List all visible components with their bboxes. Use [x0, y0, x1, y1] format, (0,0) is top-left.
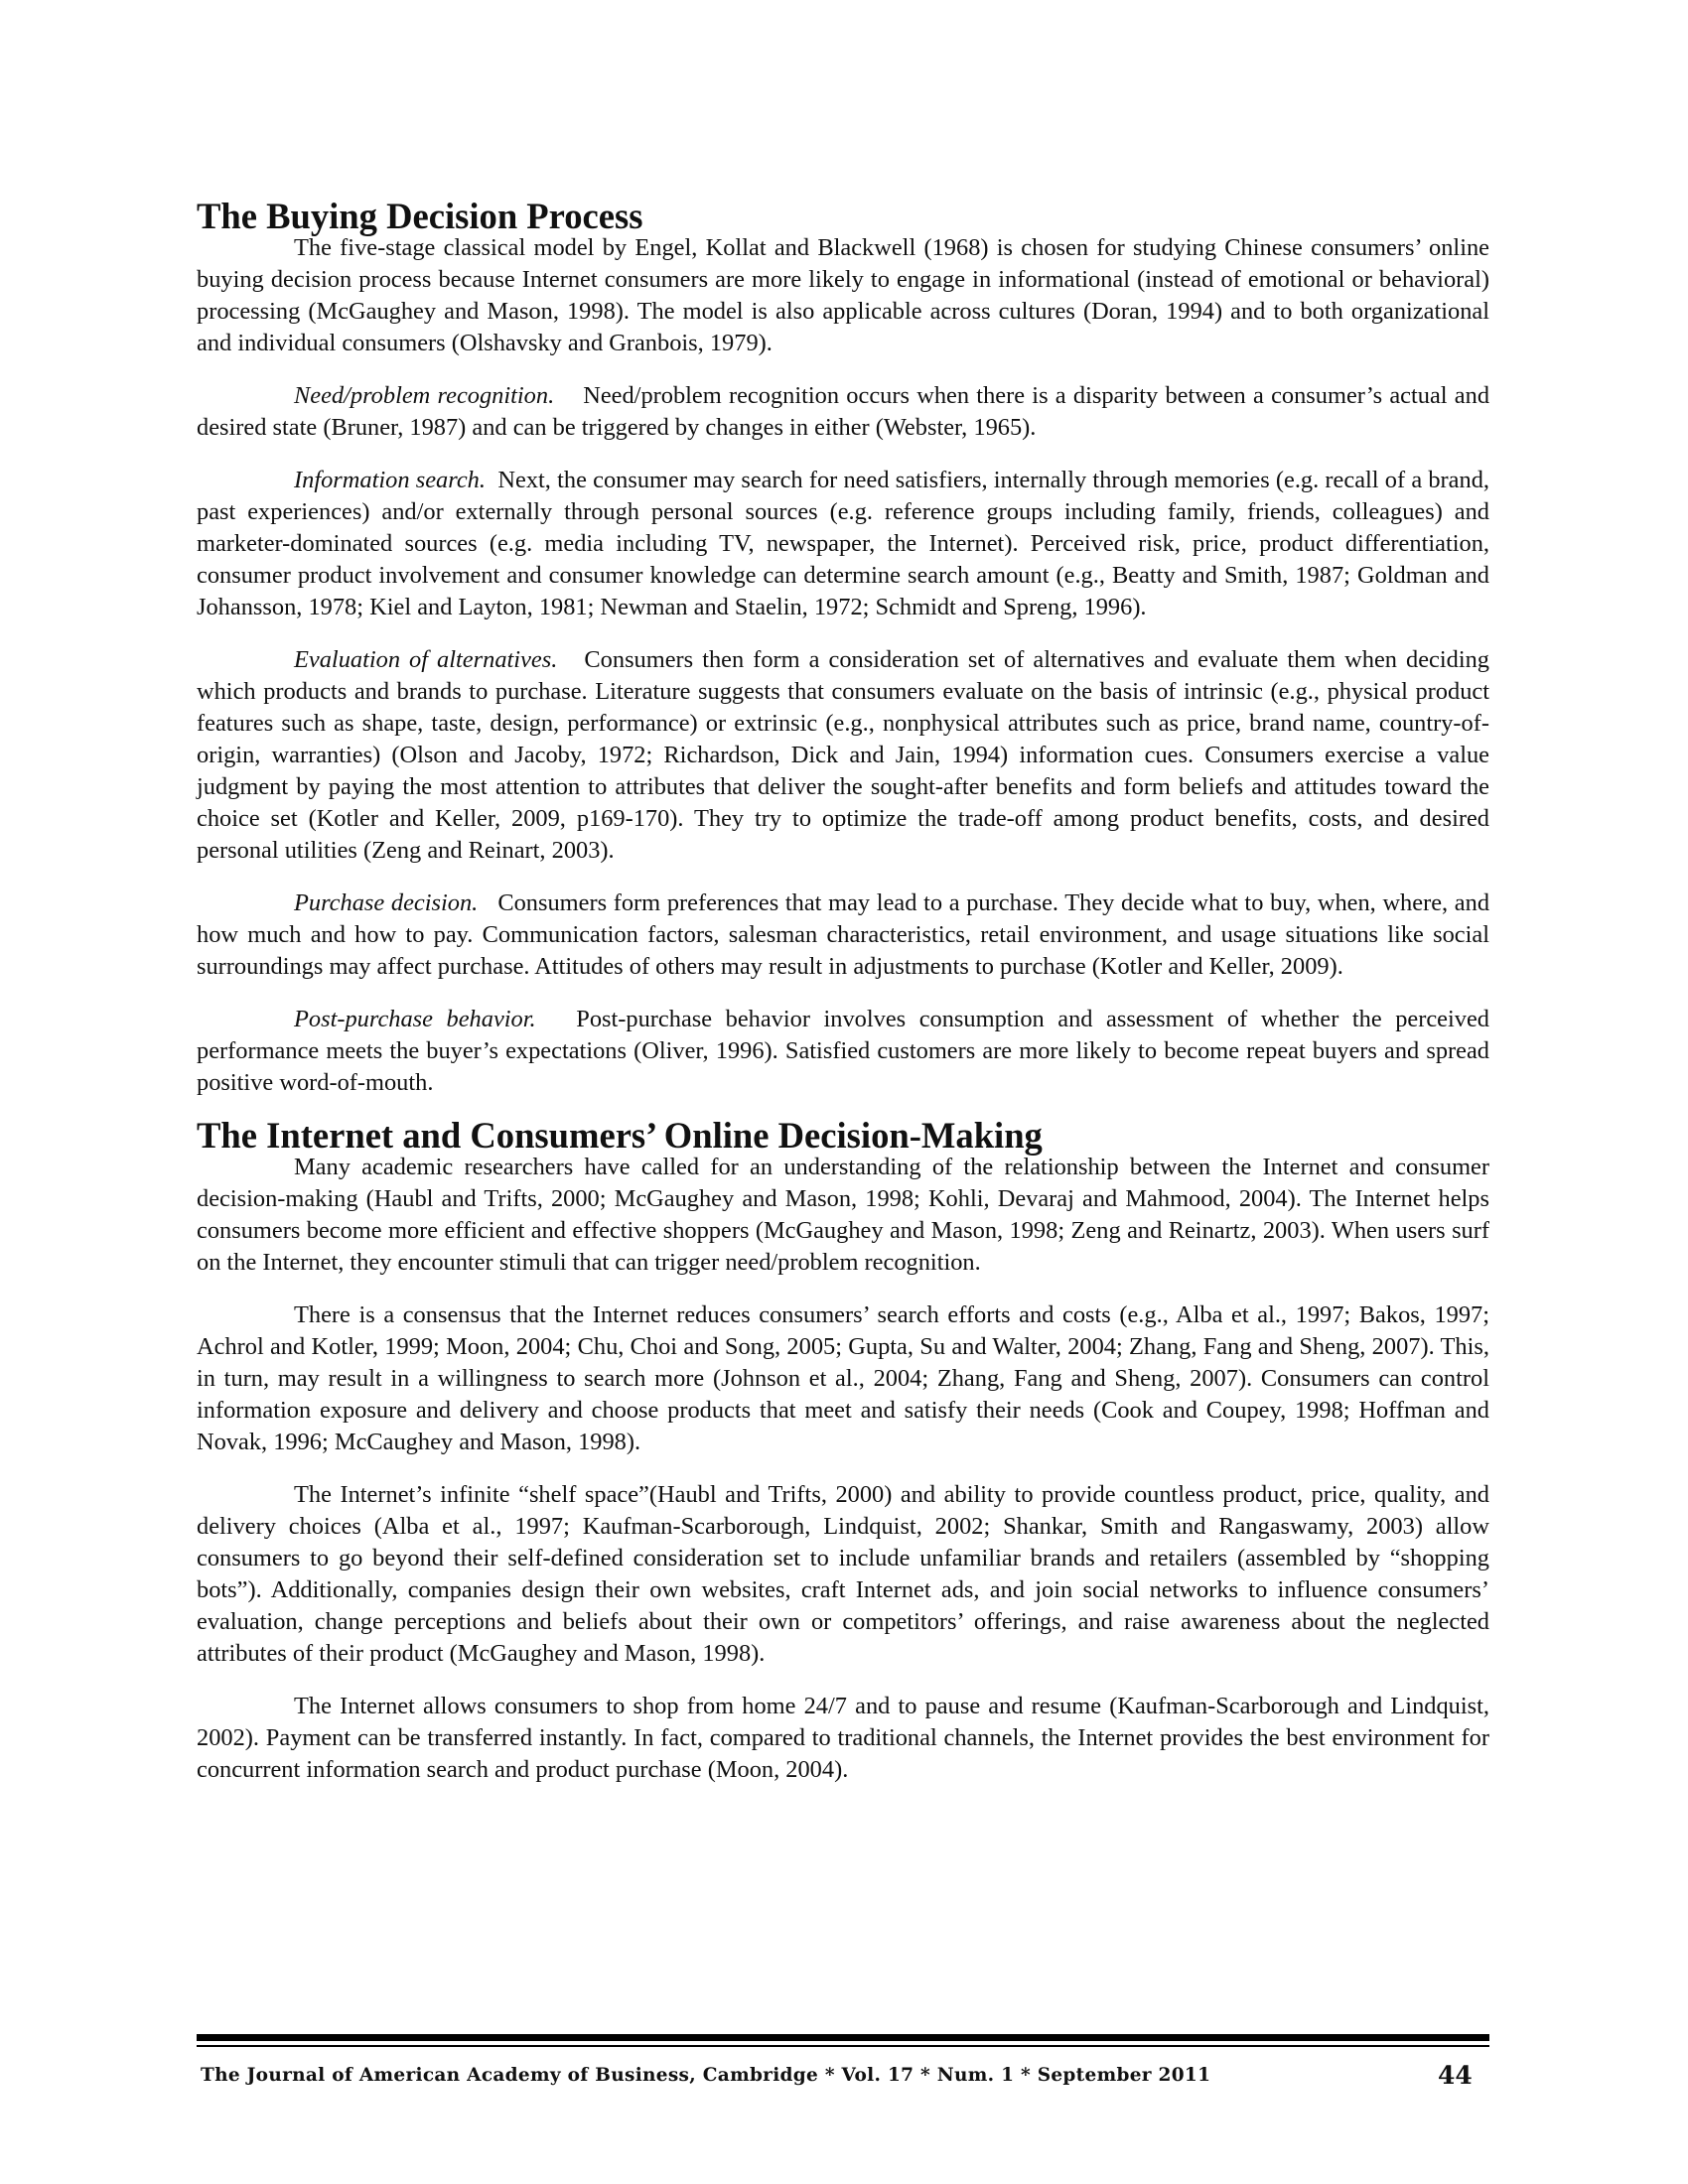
page-body — [197, 196, 1490, 1786]
footer-divider-thin — [197, 2045, 1489, 2047]
paragraph-text: The Internet’s infinite “shelf space”(Haubl and Trifts, 2000) and ability to provide countless product, price, quality, and delivery choices (Alba et al., 1997; Kaufman-Scarborough, Lindquist, 2002; Shankar, Smith and Rangaswamy, 2003) allow consumers to go beyond their self-defined consideration set to include unfamiliar brands and retailers (assembled by “shopping bots”). Additionally, companies design their own websites, craft Internet ads, and join social networks to influence consumers’ evaluation, change perceptions and beliefs about their own or competitors’ offerings, and raise awareness about the neglected attributes of their product (McGaughey and Mason, 1998). — [197, 1481, 1489, 1667]
paragraph-text: There is a consensus that the Internet reduces consumers’ search efforts and costs (e.g., Alba et al., 1997; Bakos, 1997; Achrol and Kotler, 1999; Moon, 2004; Chu, Choi and Song, 2005; Gupta, Su and Walter, 2004; Zhang, Fang and Sheng, 2007). This, in turn, may result in a willingness to search more (Johnson et al., 2004; Zhang, Fang and Sheng, 2007). Consumers can control information exposure and delivery and choose products that meet and satisfy their needs (Cook and Coupey, 1998; Hoffman and Novak, 1996; McCaughey and Mason, 1998). — [197, 1301, 1489, 1455]
paragraph-lead: Evaluation of alternatives. — [294, 646, 558, 673]
section-heading-buying-decision-process: The Buying Decision Process — [197, 196, 643, 236]
paragraph-lead: Post-purchase behavior. — [294, 1006, 536, 1032]
footer-journal-citation: The Journal of American Academy of Business, Cambridge * Vol. 17 * Num. 1 * September 2011 — [201, 2065, 1211, 2086]
paragraph-post-purchase — [197, 1004, 1489, 1099]
paragraph-text: Many academic researchers have called for an understanding of the relationship between the Internet and consumer decision-making (Haubl and Trifts, 2000; McGaughey and Mason, 1998; Kohli, Devaraj and Mahmood, 2004). The Internet helps consumers become more efficient and effective shoppers (McGaughey and Mason, 1998; Zeng and Reinartz, 2003). When users surf on the Internet, they encounter stimuli that can trigger need/problem recognition. — [197, 1154, 1489, 1276]
paragraph-lead: Need/problem recognition. — [294, 382, 555, 409]
section-heading-internet-decision-making: The Internet and Consumers’ Online Decision-Making — [197, 1115, 1043, 1156]
paragraph-information-search — [197, 465, 1489, 623]
paragraph-intro — [197, 232, 1489, 359]
paragraph-evaluation-alternatives — [197, 644, 1489, 867]
paragraph-text: Post-purchase behavior involves consumption and assessment of whether the perceived performance meets the buyer’s expectations (Oliver, 1996). Satisfied customers are more likely to become repeat buyers and spread positive word-of-mouth. — [197, 1006, 1489, 1096]
paragraph-text: Next, the consumer may search for need satisfiers, internally through memories (e.g. recall of a brand, past experiences) and/or externally through personal sources (e.g. reference groups including family, friends, colleagues) and marketer-dominated sources (e.g. media including TV, newspaper, the Internet). Perceived risk, price, product differentiation, consumer product involvement and consumer knowledge can determine search amount (e.g., Beatty and Smith, 1987; Goldman and Johansson, 1978; Kiel and Layton, 1981; Newman and Staelin, 1972; Schmidt and Spreng, 1996). — [197, 467, 1489, 620]
footer-divider-thick — [197, 2034, 1489, 2041]
paragraph-shelf-space — [197, 1479, 1489, 1670]
paragraph-text: Need/problem recognition occurs when there is a disparity between a consumer’s actual and desired state (Bruner, 1987) and can be triggered by changes in either (Webster, 1965). — [197, 382, 1490, 441]
paragraph-text: Consumers then form a consideration set of alternatives and evaluate them when deciding which products and brands to purchase. Literature suggests that consumers evaluate on the basis of intrinsic (e.g., physical product features such as shape, taste, design, performance) or extrinsic (e.g., nonphysical attributes such as price, brand name, country-of-origin, warranties) (Olson and Jacoby, 1972; Richardson, Dick and Jain, 1994) information cues. Consumers exercise a value judgment by paying the most attention to attributes that deliver the sought-after benefits and form beliefs and attitudes toward the choice set (Kotler and Keller, 2009, p169-170). They try to optimize the trade-off among product benefits, costs, and desired personal utilities (Zeng and Reinart, 2003). — [197, 646, 1489, 864]
paragraph-internet-intro — [197, 1152, 1489, 1279]
paragraph-text: The Internet allows consumers to shop from home 24/7 and to pause and resume (Kaufman-Scarborough and Lindquist, 2002). Payment can be transferred instantly. In fact, compared to traditional channels, the Internet provides the best environment for concurrent information search and product purchase (Moon, 2004). — [197, 1693, 1489, 1783]
paragraph-need-recognition — [197, 380, 1489, 444]
paragraph-purchase-decision — [197, 887, 1489, 983]
paragraph-lead: Purchase decision. — [294, 889, 479, 916]
paragraph-lead: Information search. — [294, 467, 486, 493]
paragraph-text: The five-stage classical model by Engel, Kollat and Blackwell (1968) is chosen for studying Chinese consumers’ online buying decision process because Internet consumers are more likely to engage in informational (instead of emotional or behavioral) processing (McGaughey and Mason, 1998). The model is also applicable across cultures (Doran, 1994) and to both organizational and individual consumers (Olshavsky and Granbois, 1979). — [197, 234, 1489, 356]
paragraph-text: Consumers form preferences that may lead to a purchase. They decide what to buy, when, where, and how much and how to pay. Communication factors, salesman characteristics, retail environment, and usage situations like social surroundings may affect purchase. Attitudes of others may result in adjustments to purchase (Kotler and Keller, 2009). — [197, 889, 1490, 980]
paragraph-shop-from-home — [197, 1691, 1489, 1786]
paragraph-search-costs — [197, 1299, 1489, 1458]
page-number: 44 — [1438, 2061, 1473, 2090]
